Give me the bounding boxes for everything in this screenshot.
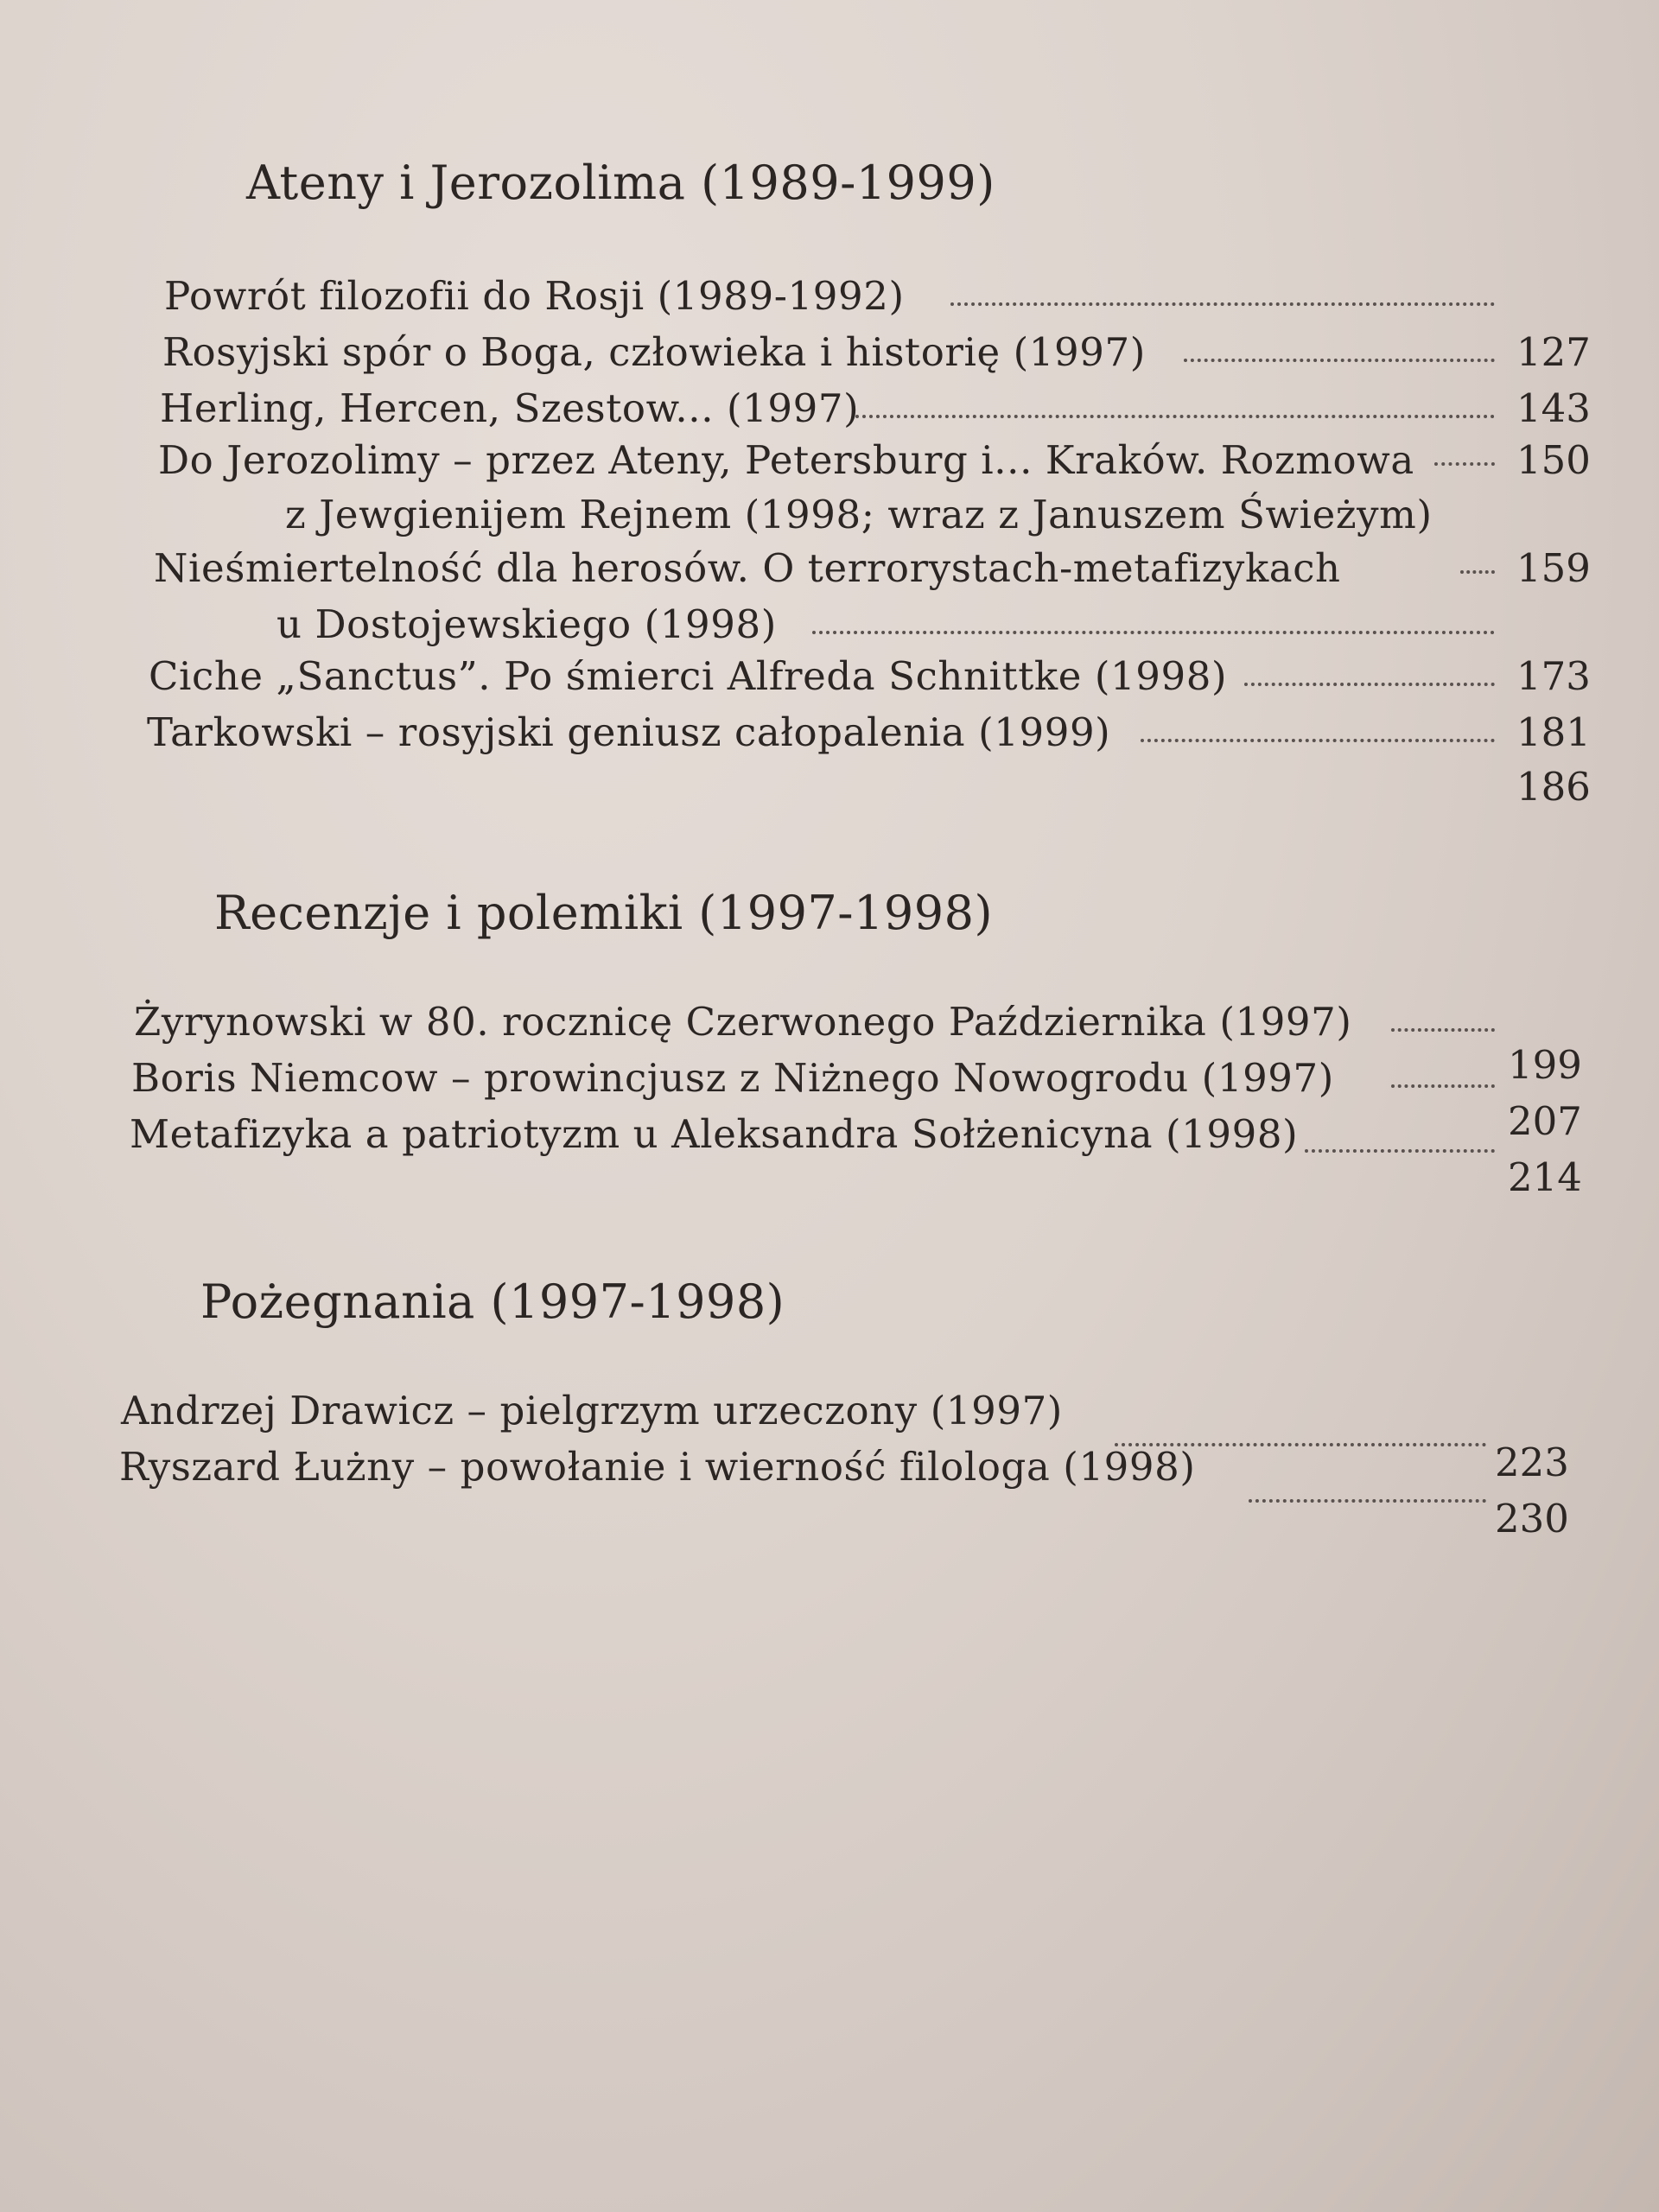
page-number: 181 bbox=[1516, 709, 1591, 755]
page-number: 150 bbox=[1516, 437, 1591, 483]
page-number: 214 bbox=[1508, 1154, 1582, 1200]
page-number: 127 bbox=[1516, 329, 1591, 375]
section-title-pozegnania: Pożegnania (1997-1998) bbox=[200, 1274, 785, 1329]
page-number: 230 bbox=[1495, 1496, 1569, 1541]
dot-leader bbox=[1184, 350, 1495, 362]
dot-leader bbox=[1460, 562, 1495, 574]
toc-entry-title: Andrzej Drawicz – pielgrzym urzeczony (1997) bbox=[121, 1388, 1063, 1433]
page-number: 199 bbox=[1508, 1042, 1582, 1088]
toc-entry-title: Boris Niemcow – prowincjusz z Niżnego Nowogrodu (1997) bbox=[131, 1055, 1334, 1101]
dot-leader bbox=[1244, 674, 1495, 686]
page-number: 207 bbox=[1508, 1098, 1582, 1144]
toc-entry-title: Ciche „Sanctus”. Po śmierci Alfreda Schnittke (1998) bbox=[149, 653, 1228, 699]
page-number: 223 bbox=[1495, 1440, 1569, 1485]
dot-leader bbox=[1141, 730, 1495, 742]
toc-entry-title: Nieśmiertelność dla herosów. O terrorystach-metafizykach bbox=[154, 545, 1341, 591]
toc-entry-title: Żyrynowski w 80. rocznicę Czerwonego Października (1997) bbox=[134, 999, 1352, 1045]
dot-leader bbox=[1391, 1076, 1495, 1088]
toc-entry-title: Ryszard Łużny – powołanie i wierność filologa (1998) bbox=[119, 1444, 1196, 1490]
toc-entry-title-continued: u Dostojewskiego (1998) bbox=[276, 601, 777, 647]
section-title-recenzje: Recenzje i polemiki (1997-1998) bbox=[214, 886, 994, 940]
page-number: 173 bbox=[1516, 653, 1591, 699]
toc-entry-title: Rosyjski spór o Boga, człowieka i historię (1997) bbox=[162, 329, 1146, 375]
page-number: 186 bbox=[1516, 764, 1591, 810]
page-number: 143 bbox=[1516, 385, 1591, 431]
dot-leader bbox=[1434, 454, 1495, 466]
toc-entry-title: Metafizyka a patriotyzm u Aleksandra Sołżenicyna (1998) bbox=[130, 1111, 1299, 1157]
page-number: 159 bbox=[1516, 545, 1591, 591]
dot-leader bbox=[855, 406, 1495, 418]
toc-entry-title: Herling, Hercen, Szestow... (1997) bbox=[160, 385, 860, 431]
toc-entry-title-continued: z Jewgienijem Rejnem (1998; wraz z Januszem Świeżym) bbox=[285, 492, 1433, 537]
dot-leader bbox=[1391, 1020, 1495, 1032]
dot-leader bbox=[1249, 1491, 1486, 1503]
dot-leader bbox=[950, 294, 1495, 306]
toc-entry-title: Powrót filozofii do Rosji (1989-1992) bbox=[164, 273, 905, 319]
toc-entry-title: Do Jerozolimy – przez Ateny, Petersburg i... Kraków. Rozmowa bbox=[158, 437, 1414, 483]
toc-entry-title: Tarkowski – rosyjski geniusz całopalenia (1999) bbox=[147, 709, 1111, 755]
dot-leader bbox=[812, 622, 1495, 634]
section-title-ateny: Ateny i Jerozolima (1989-1999) bbox=[246, 156, 995, 210]
dot-leader bbox=[1305, 1141, 1495, 1153]
